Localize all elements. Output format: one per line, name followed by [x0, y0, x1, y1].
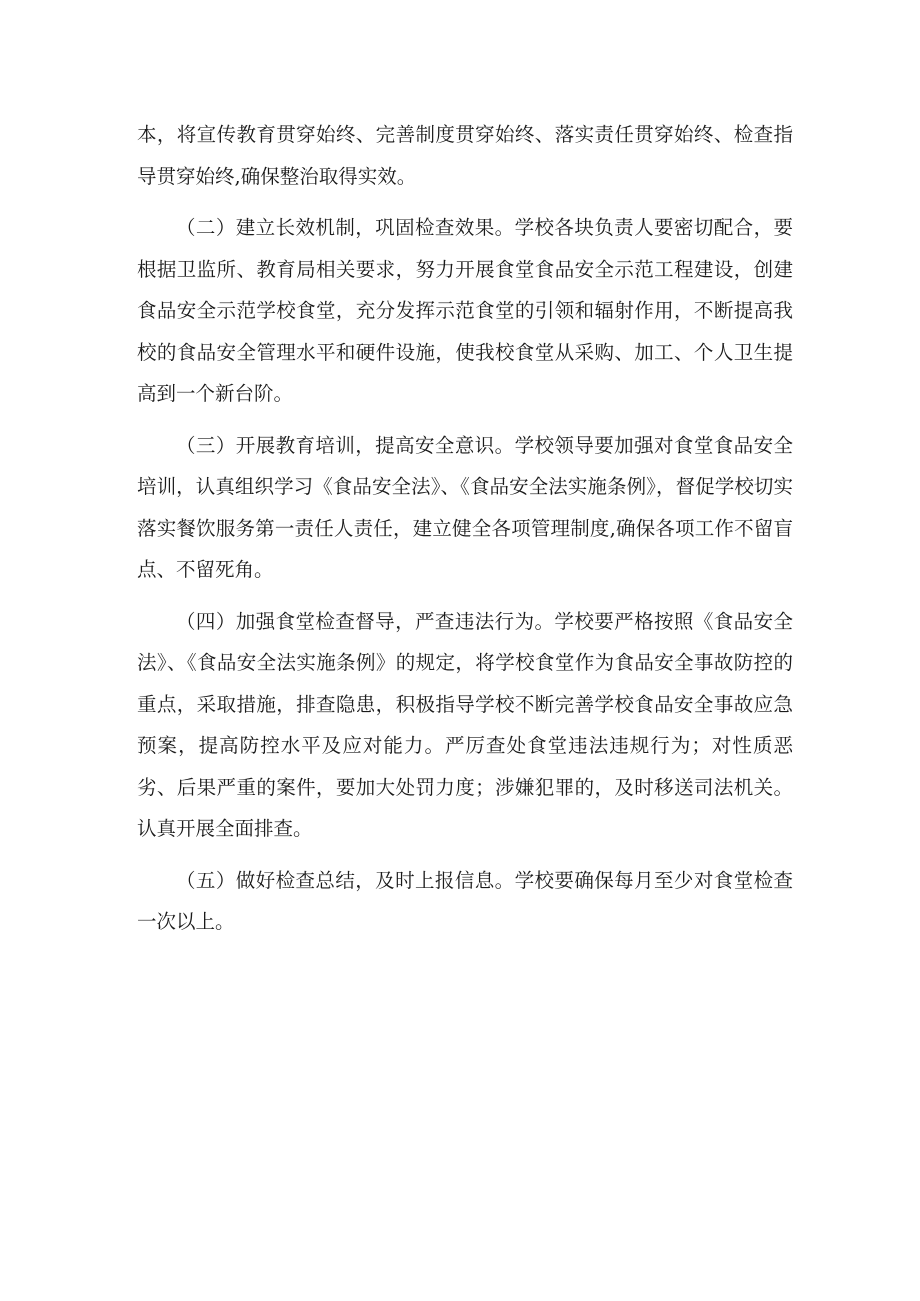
- document-body: [137, 114, 793, 943]
- paragraph-section-4: （四）加强食堂检查督导，严查违法行为。学校要严格按照《食品安全法》、《食品安全法实施条例》的规定，将学校食堂作为食品安全事故防控的重点，采取措施，排查隐患，积极指导学校不断完善学校食品安全事故应急预案，提高防控水平及应对能力。严厉查处食堂违法违规行为；对性质恶劣、后果严重的案件，要加大处罚力度；涉嫌犯罪的，及时移送司法机关。认真开展全面排查。: [137, 609, 793, 840]
- paragraph-section-5: （五）做好检查总结，及时上报信息。学校要确保每月至少对食堂检查一次以上。: [137, 868, 793, 933]
- paragraph-section-3: （三）开展教育培训，提高安全意识。学校领导要加强对食堂食品安全培训，认真组织学习《食品安全法》、《食品安全法实施条例》，督促学校切实落实餐饮服务第一责任人责任，建立健全各项管理制度,确保各项工作不留盲点、不留死角。: [137, 433, 793, 581]
- paragraph-continuation: 本，将宣传教育贯穿始终、完善制度贯穿始终、落实责任贯穿始终、检查指导贯穿始终,确保整治取得实效。: [137, 123, 793, 188]
- paragraph-section-2: （二）建立长效机制，巩固检查效果。学校各块负责人要密切配合，要根据卫监所、教育局相关要求，努力开展食堂食品安全示范工程建设，创建食品安全示范学校食堂，充分发挥示范食堂的引领和辐射作用，不断提高我校的食品安全管理水平和硬件设施，使我校食堂从采购、加工、个人卫生提高到一个新台阶。: [137, 216, 793, 405]
